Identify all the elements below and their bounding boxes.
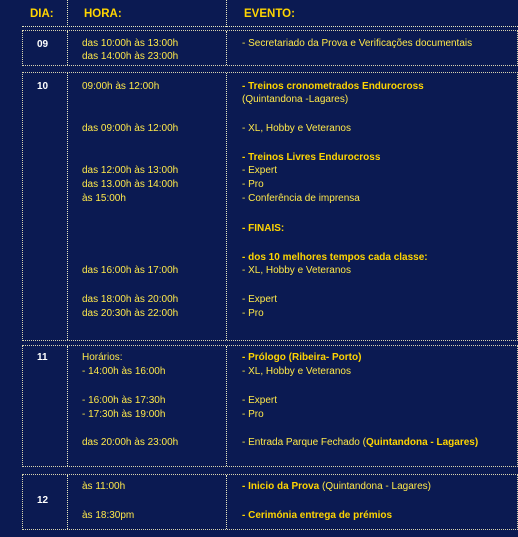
time-cell: às 11:00h [82,481,126,492]
event-text: (Quintandona - Lagares) [319,481,431,492]
event-cell: - XL, Hobby e Veteranos [242,366,351,377]
event-cell: - Expert [242,165,278,176]
time-cell: das 14:00h às 23:00h [82,51,179,62]
event-heading: - Cerimónia entrega de prémios [242,510,393,521]
time-cell: - 16:00h às 17:30h [82,395,166,406]
header-divider [67,0,68,27]
event-heading: - Inicio da Prova [242,481,320,492]
time-cell: das 18:00h às 20:00h [82,294,179,305]
column-divider [226,346,227,466]
column-divider [226,31,227,65]
column-divider [67,346,68,466]
event-cell: - Secretariado da Prova e Verificações documentais [242,38,473,49]
time-cell: das 13.00h às 14:00h [82,179,179,190]
day-block-10 [22,72,518,341]
event-cell [242,481,431,493]
header-evento: EVENTO: [244,8,295,20]
event-cell: - Pro [242,179,264,190]
event-heading: - dos 10 melhores tempos cada classe: [242,252,428,263]
column-divider [67,31,68,65]
day-block-12 [22,474,518,530]
time-cell: - 14:00h às 16:00h [82,366,166,377]
time-cell: 09:00h às 12:00h [82,81,160,92]
event-cell: - XL, Hobby e Veteranos [242,265,351,276]
header-underline [22,26,518,27]
time-cell: Horários: [82,352,123,363]
event-cell: (Quintandona -Lagares) [242,94,349,105]
event-cell: - Pro [242,308,264,319]
schedule-header [0,0,518,27]
day-block-09 [22,30,518,66]
event-cell: - XL, Hobby e Veteranos [242,123,351,134]
event-heading: - Prólogo (Ribeira- Porto) [242,352,362,363]
time-cell: das 20:00h às 23:00h [82,437,179,448]
day-number: 09 [37,39,49,50]
day-number: 10 [37,81,49,92]
header-hora: HORA: [84,8,122,20]
header-dia: DIA: [30,8,54,20]
time-cell: das 12:00h às 13:00h [82,165,179,176]
column-divider [67,475,68,529]
column-divider [67,73,68,340]
event-cell: - Pro [242,409,264,420]
column-divider [226,475,227,529]
time-cell: das 20:30h às 22:00h [82,308,179,319]
time-cell: das 16:00h às 17:00h [82,265,179,276]
event-heading: - Treinos cronometrados Endurocross [242,81,424,92]
time-cell: às 18:30pm [82,510,135,521]
event-cell: - Expert [242,395,278,406]
event-heading: - FINAIS: [242,223,285,234]
event-heading: - Treinos Livres Endurocross [242,152,381,163]
column-divider [226,73,227,340]
event-cell [242,437,478,449]
time-cell: das 10:00h às 13:00h [82,38,179,49]
time-cell: às 15:00h [82,193,126,204]
event-cell: - Conferência de imprensa [242,193,360,204]
time-cell: das 09:00h às 12:00h [82,123,179,134]
day-number: 11 [37,352,48,363]
time-cell: - 17:30h às 19:00h [82,409,166,420]
day-block-11 [22,345,518,467]
event-location: Quintandona - Lagares) [365,437,479,448]
header-divider [226,0,227,27]
event-text: - Entrada Parque Fechado ( [242,437,366,448]
day-number: 12 [37,495,49,506]
event-cell: - Expert [242,294,278,305]
